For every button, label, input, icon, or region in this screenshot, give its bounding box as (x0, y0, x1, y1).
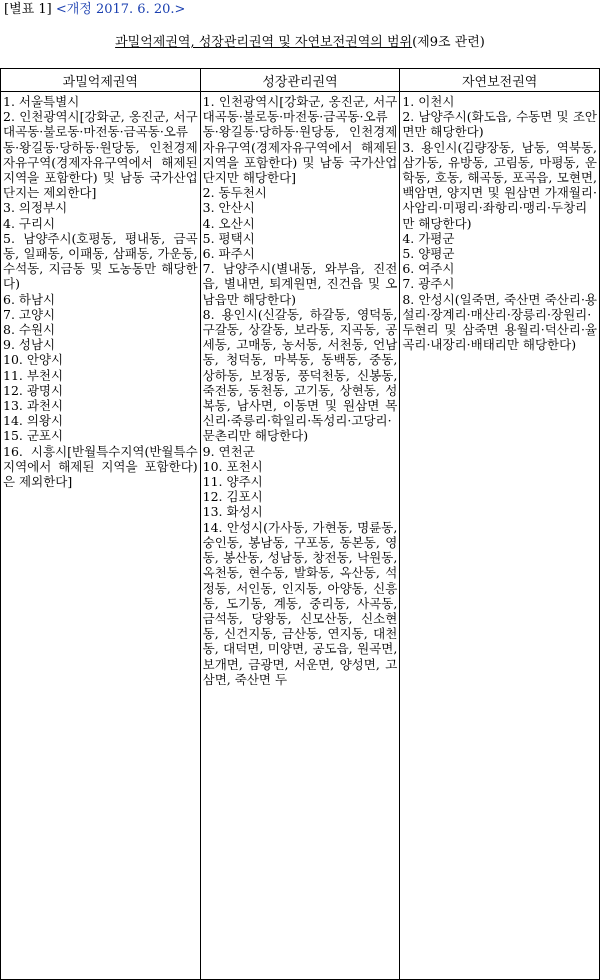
list-item: 6. 여주시 (402, 261, 455, 277)
list-item: 8. 용인시(신갈동, 하갈동, 영덕동, 구갈동, 상갈동, 보라동, 지곡동, 공세동, 고매동, 농서동, 서천동, 언남동, 청덕동, 마북동, 동백동, 중동, 상하동, 보정동, 풍덕천동, 신봉동, 죽전동, 동천동, 고기동, 상현동, 성복동, 남사면, 이동면 및 원삼면 목신리·죽릉리·학일리·독성리·고당리·문촌리만 해당한다) (202, 306, 398, 444)
list-item: 7. 광주시 (402, 276, 455, 292)
list-item: 9. 성남시 (3, 337, 56, 353)
list-item: 11. 양주시 (202, 474, 263, 490)
list-item: 1. 이천시 (402, 94, 455, 109)
list-item: 8. 안성시(일죽면, 죽산면 죽산리·용설리·장계리·매산리·장릉리·장원리·두현리 및 삼죽면 용월리·덕산리·율곡리·내장리·배태리만 해당한다) (402, 291, 597, 353)
list-item: 4. 구리시 (3, 215, 56, 231)
list-item: 12. 광명시 (3, 382, 64, 398)
list-item: 2. 동두천시 (202, 185, 267, 201)
list-item: 1. 인천광역시[강화군, 옹진군, 서구 대곡동·불로동·마전동·금곡동·오류동·왕길동·당하동·원당동, 인천경제자유구역(경제자유구역에서 해제된 지역을 포함한다) 및 남동 국가산업단지만 해당한다] (202, 94, 398, 186)
list-item: 3. 의정부시 (3, 200, 68, 216)
table-body-row (1, 92, 600, 980)
list-item: 3. 안산시 (202, 200, 255, 216)
appendix-label: [별표 1] (4, 2, 52, 17)
document-title-suffix: (제9조 관련) (412, 35, 485, 50)
list-item: 3. 용인시(김량장동, 남동, 역북동, 삼가동, 유방동, 고림동, 마평동, 운학동, 호동, 해곡동, 포곡읍, 모현면, 백암면, 양지면 및 원삼면 가재월리·사암리·미평리·좌항리·맹리·두창리만 해당한다) (402, 139, 597, 231)
list-item: 4. 오산시 (202, 215, 255, 231)
list-item: 6. 하남시 (3, 291, 56, 307)
list-item: 15. 군포시 (3, 428, 64, 444)
list-item: 4. 가평군 (402, 230, 455, 246)
list-item: 13. 과천시 (3, 398, 64, 414)
document-title-main: 과밀억제권역, 성장관리권역 및 자연보전권역의 범위 (115, 35, 413, 50)
list-item: 2. 남양주시(화도읍, 수동면 및 조안면만 해당한다) (402, 109, 597, 140)
growth-column (200, 92, 400, 980)
revision-link[interactable]: <개정 2017. 6. 20.> (55, 2, 186, 17)
list-item: 16. 시흥시[반월특수지역(반월특수지역에서 해제된 지역을 포함한다)은 제외한다] (3, 443, 198, 490)
list-item: 1. 서울특별시 (3, 94, 80, 109)
list-item: 12. 김포시 (202, 489, 263, 505)
column-header-conservation: 자연보전권역 (400, 69, 600, 92)
appendix-header (4, 1, 185, 19)
list-item: 5. 양평군 (402, 246, 455, 262)
list-item: 10. 안양시 (3, 352, 64, 368)
conservation-column (400, 92, 600, 980)
list-item: 7. 남양주시(별내동, 와부읍, 진전읍, 별내면, 퇴계원면, 진건읍 및 오남읍만 해당한다) (202, 261, 398, 307)
column-header-overcrowding: 과밀억제권역 (1, 69, 201, 92)
list-item: 13. 화성시 (202, 504, 263, 520)
list-item: 2. 인천광역시[강화군, 옹진군, 서구 대곡동·불로동·마전동·금곡동·오류동·왕길동·당하동·원당동, 인천경제자유구역(경제자유구역에서 해제된 지역을 포함한다) 및 남동 국가산업단지는 제외한다] (3, 109, 198, 201)
column-header-growth: 성장관리권역 (200, 69, 400, 92)
zones-table (0, 68, 600, 980)
list-item: 8. 수원시 (3, 322, 56, 338)
list-item: 14. 안성시(가사동, 가현동, 명륜동, 숭인동, 봉남동, 구포동, 동본동, 영동, 봉산동, 성남동, 창전동, 낙원동, 옥천동, 현수동, 발화동, 옥산동, 석정동, 서인동, 인지동, 아양동, 신흥동, 도기동, 계동, 중리동, 사곡동, 금석동, 당왕동, 신모산동, 신소현동, 신건지동, 금산동, 연지동, 대천동, 대덕면, 미양면, 공도읍, 원곡면, 보개면, 금광면, 서운면, 양성면, 고삼면, 죽산면 두 (202, 519, 398, 687)
list-item: 6. 파주시 (202, 246, 255, 262)
list-item: 5. 남양주시(호평동, 평내동, 금곡동, 일패동, 이패동, 삼패동, 가운동, 수석동, 지금동 및 도농동만 해당한다) (3, 230, 198, 292)
table-header-row (1, 69, 600, 92)
list-item: 10. 포천시 (202, 458, 263, 474)
list-item: 5. 평택시 (202, 230, 255, 246)
list-item: 9. 연천군 (202, 443, 255, 459)
document-title (0, 34, 600, 52)
list-item: 14. 의왕시 (3, 413, 64, 429)
list-item: 11. 부천시 (3, 367, 64, 383)
list-item: 7. 고양시 (3, 306, 56, 322)
overcrowding-column (1, 92, 201, 980)
